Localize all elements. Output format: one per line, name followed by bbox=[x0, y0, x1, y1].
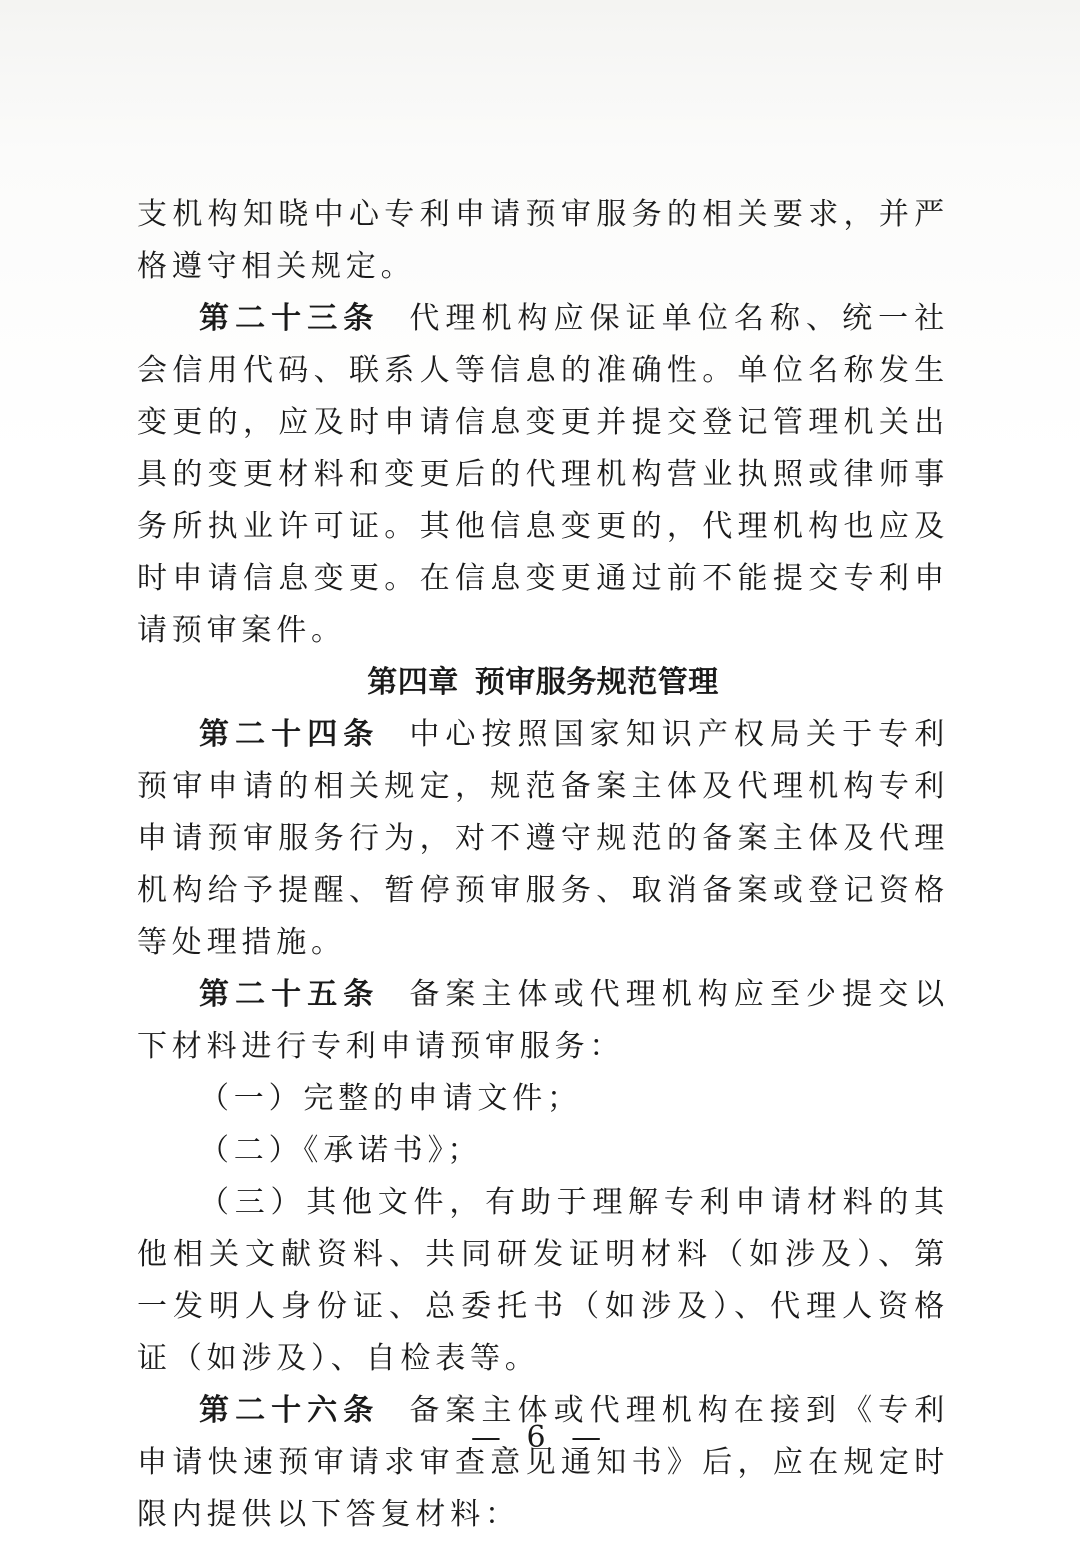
list-item: （一）完整的申请文件； bbox=[199, 1081, 582, 1116]
article-24-text: 中心按照国家知识产权局关于专利预审申请的相关规定，规范备案主体及代理机构专利申请预审服务行为，对不遵守规范的备案主体及代理机构给予提醒、暂停预审服务、取消备案或登记资格等处理措施。 bbox=[137, 717, 950, 960]
article-25 bbox=[137, 969, 949, 1073]
article-26 bbox=[137, 1385, 949, 1541]
page-number: — 6 — bbox=[470, 1420, 610, 1455]
list-item: （三）其他文件，有助于理解专利申请材料的其他相关文献资料、共同研发证明材料（如涉及）、第一发明人身份证、总委托书（如涉及）、代理人资格证（如涉及）、自检表等。 bbox=[137, 1185, 949, 1376]
article-25-text: 备案主体或代理机构应至少提交以下材料进行专利申请预审服务： bbox=[137, 977, 950, 1064]
article-23 bbox=[137, 293, 949, 657]
article-26-text: 备案主体或代理机构在接到《专利申请快速预审请求审查意见通知书》后，应在规定时限内提供以下答复材料： bbox=[137, 1393, 950, 1532]
article-24 bbox=[137, 709, 949, 969]
paragraph-continuation: 支机构知晓中心专利申请预审服务的相关要求，并严格遵守相关规定。 bbox=[137, 197, 949, 284]
chapter-heading bbox=[137, 657, 949, 709]
chapter-title: 预审服务规范管理 bbox=[474, 665, 719, 700]
chapter-number: 第四章 bbox=[367, 665, 459, 700]
article-24-label: 第二十四条 bbox=[199, 717, 380, 752]
article-25-label: 第二十五条 bbox=[199, 977, 380, 1012]
document-body bbox=[137, 189, 949, 1541]
list-item: （二）《承诺书》； bbox=[199, 1133, 483, 1168]
article-26-label: 第二十六条 bbox=[199, 1393, 380, 1428]
article-23-text: 代理机构应保证单位名称、统一社会信用代码、联系人等信息的准确性。单位名称发生变更的，应及时申请信息变更并提交登记管理机关出具的变更材料和变更后的代理机构营业执照或律师事务所执业许可证。其他信息变更的，代理机构也应及时申请信息变更。在信息变更通过前不能提交专利申请预审案件。 bbox=[137, 301, 950, 648]
article-23-label: 第二十三条 bbox=[199, 301, 380, 336]
